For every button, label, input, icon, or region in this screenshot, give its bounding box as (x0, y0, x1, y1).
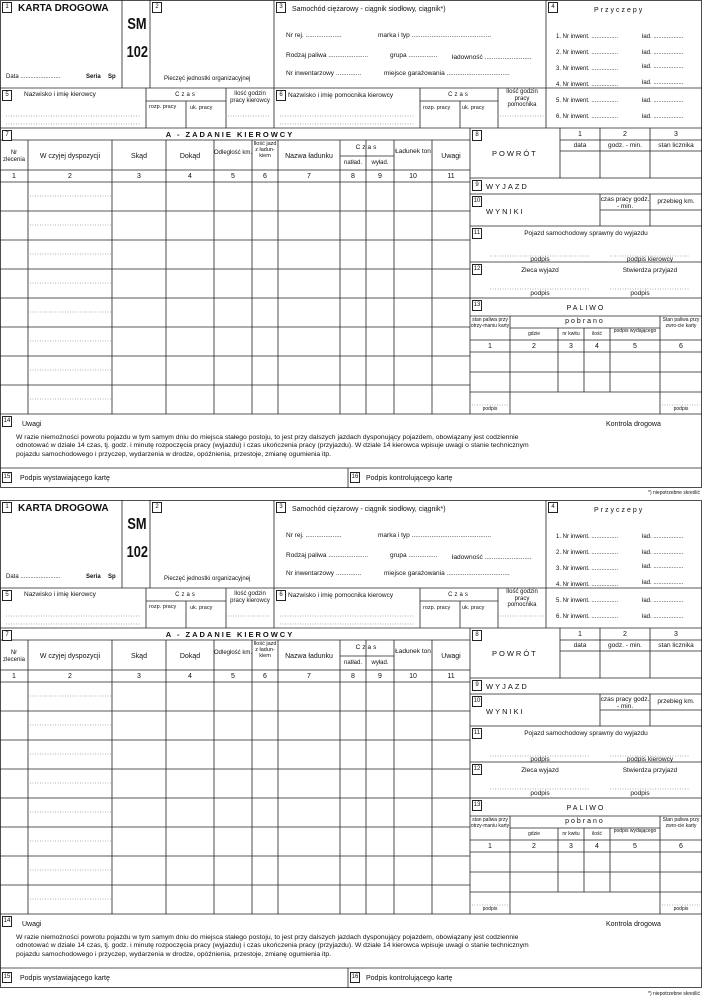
section-number: 13 (472, 800, 482, 811)
section-number: 9 (472, 180, 482, 191)
col-number: 7 (307, 673, 311, 680)
col-number: 2 (68, 673, 72, 680)
section-number: 11 (472, 728, 482, 739)
inventory-field[interactable]: Nr inwentarzowy .............. (286, 570, 362, 577)
trailer-inventory-field[interactable]: 1. Nr inwent. ................ (556, 34, 619, 40)
fuel-taken-label: pobrano (565, 318, 605, 325)
col-header: Dokąd (179, 153, 201, 160)
section-number: 8 (472, 630, 482, 641)
departure-label: WYJAZD (486, 182, 529, 191)
col-number: 3 (137, 173, 141, 180)
fuel-signature-label: podpis (673, 406, 689, 412)
return-col-head: data (573, 142, 587, 149)
trailer-inventory-field[interactable]: 2. Nr inwent. ................ (556, 550, 619, 556)
helper-name-label: Nazwisko i imię pomocnika kierowcy (288, 592, 394, 599)
end-work-label: uk. pracy (190, 605, 213, 611)
driver-name-label: Nazwisko i imię kierowcy (24, 91, 96, 98)
date-field[interactable]: Data ........................ (6, 74, 61, 80)
fuel-col-head: gdzie (528, 831, 540, 837)
remarks-label: Uwagi (22, 921, 42, 928)
inventory-field[interactable]: Nr inwentarzowy .............. (286, 70, 362, 77)
footnote: *) niepotrzebne skreślić (648, 490, 700, 496)
time-col-header: Czas (355, 644, 379, 651)
fuel-col-number: 3 (569, 843, 573, 850)
signature-label: podpis (530, 756, 550, 763)
return-col-number: 3 (674, 131, 678, 138)
reg-field[interactable]: Nr rej. .................... (286, 32, 342, 39)
form-code-number: 102 (126, 544, 148, 561)
end-work-label: uk. pracy (190, 105, 213, 111)
section-number: 13 (472, 300, 482, 311)
ordered-label: Zleca wyjazd (521, 767, 559, 774)
driver-signature-label: podpis kierowcy (626, 256, 674, 263)
fuel-col-head: nr kwitu (562, 831, 580, 837)
return-col-head: data (573, 642, 587, 649)
start-work-label: rozp. pracy (149, 604, 177, 610)
form-code-top: SM (127, 516, 147, 533)
signature-label: podpis (530, 290, 550, 297)
fuel-col-number: 4 (595, 843, 599, 850)
driver-hours-label: Ilość godzin pracy kierowcy (230, 91, 270, 104)
road-card-form-bottom (0, 500, 702, 988)
trailer-inventory-field[interactable]: 2. Nr inwent. ................ (556, 50, 619, 56)
section-number: 16 (350, 972, 360, 983)
helper-name-label: Nazwisko i imię pomocnika kierowcy (288, 92, 394, 99)
helper-hours-label: Ilość godzin pracy pomocnika (506, 89, 538, 109)
trailer-load-field[interactable]: ład. .................. (642, 34, 684, 40)
section-number: 6 (276, 590, 286, 601)
instructions-text: W razie niemożności powrotu pojazdu w tym samym dniu do miejsca stałego postoju, to jest przy dalszych jazdach dysponujący pojazdem, obowiązany jest codziennie odnotować w dziale 14 czas, tj. godz. i minutę rozpoczęcia pracy (wyjazdu) i czas ukończenia pracy (przyjazdu). W dziale 14 kierowca wpisuje uwagi o stanie technicznym pojazdu samochodowego i przyczep, wydarzenia w drodze, opóźnienia, przestoje, zmianę ogumienia itp. (16, 434, 529, 458)
stamp-label: Pieczęć jednostki organizacyjnej (164, 576, 251, 582)
mileage-label: przebieg km. (657, 698, 695, 705)
section-number: 5 (2, 90, 12, 101)
return-col-number: 1 (578, 631, 582, 638)
col-number: 11 (447, 173, 455, 180)
issuer-signature-label: Podpis wystawiającego kartę (20, 475, 110, 482)
fuel-col-number: 1 (488, 843, 492, 850)
col-header: Ilość jazd z ładun-kiem (253, 141, 277, 160)
col-header: Uwagi (441, 653, 461, 660)
col-header: Nr zlecenia (2, 650, 25, 663)
section-number: 2 (152, 502, 162, 513)
fuel-col-number: 5 (633, 843, 637, 850)
col-number: 1 (12, 173, 16, 180)
road-control-label: Kontrola drogowa (606, 921, 661, 928)
fuel-col-number: 4 (595, 343, 599, 350)
section-a-title: A - ZADANIE KIEROWCY (165, 630, 295, 639)
section-number: 4 (548, 2, 558, 13)
return-col-number: 2 (623, 631, 627, 638)
fuel-col-number: 2 (532, 343, 536, 350)
mileage-label: przebieg km. (657, 198, 695, 205)
section-number: 3 (276, 2, 286, 13)
work-time-label: czas pracy godz. - min. (600, 196, 650, 211)
section-number: 15 (2, 472, 12, 483)
series-label: Seria (86, 74, 101, 80)
trailer-inventory-field[interactable]: 5. Nr inwent. ................ (556, 598, 619, 604)
section-number: 8 (472, 130, 482, 141)
return-col-head: stan licznika (658, 642, 694, 649)
departure-label: WYJAZD (486, 682, 529, 691)
vehicle-ok-label: Pojazd samochodowy sprawny do wyjazdu (524, 230, 648, 237)
col-number: 7 (307, 173, 311, 180)
fuel-col-head: ilość (591, 831, 602, 837)
start-work-label: rozp. pracy (149, 104, 177, 110)
return-col-number: 2 (623, 131, 627, 138)
trailer-inventory-field[interactable]: 4. Nr inwent. ................ (556, 582, 619, 588)
form-title: KARTA DROGOWA (18, 3, 109, 14)
col-header: Nazwa ładunku (285, 153, 333, 160)
return-col-head: stan licznika (658, 142, 694, 149)
driver-signature-label: podpis kierowcy (626, 756, 674, 763)
section-number: 4 (548, 502, 558, 513)
helper-hours-label: Ilość godzin pracy pomocnika (506, 589, 538, 609)
helper-time-label: Czas (448, 592, 470, 598)
time-label: Czas (175, 592, 197, 598)
col-header: W czyjej dyspozycji (39, 153, 101, 160)
return-col-head: godz. - min. (608, 642, 642, 649)
road-card-form-top (0, 0, 702, 488)
instructions-text: W razie niemożności powrotu pojazdu w tym samym dniu do miejsca stałego postoju, to jest przy dalszych jazdach dysponujący pojazdem, obowiązany jest codziennie odnotować w dziale 14 czas, tj. godz. i minutę rozpoczęcia pracy (wyjazdu) i czas ukończenia pracy (przyjazdu). W dziale 14 kierowca wpisuje uwagi o stanie technicznym pojazdu samochodowego i przyczep, wydarzenia w drodze, opóźnienia, przestoje, zmianę ogumienia itp. (16, 934, 529, 958)
return-col-number: 3 (674, 631, 678, 638)
fuel-type-field[interactable]: Rodzaj paliwa ...................... (286, 552, 369, 559)
section-number: 14 (2, 416, 12, 427)
section-a-title: A - ZADANIE KIEROWCY (165, 130, 295, 139)
signature-label: podpis (630, 290, 650, 297)
time-col-header: Czas (355, 144, 379, 151)
trailer-load-field[interactable]: ład. .................. (642, 98, 684, 104)
trailer-inventory-field[interactable]: 3. Nr inwent. ................ (556, 66, 619, 72)
section-number: 1 (2, 502, 12, 513)
helper-start-label: rozp. pracy (423, 105, 451, 111)
helper-start-label: rozp. pracy (423, 605, 451, 611)
section-number: 6 (276, 90, 286, 101)
form-title: KARTA DROGOWA (18, 503, 109, 514)
section-number: 5 (2, 590, 12, 601)
col-number: 3 (137, 673, 141, 680)
time-label: Czas (175, 92, 197, 98)
fuel-col-number: 5 (633, 343, 637, 350)
trailer-load-field[interactable]: ład. .................. (642, 598, 684, 604)
trailer-inventory-field[interactable]: 1. Nr inwent. ................ (556, 534, 619, 540)
col-header: Dokąd (179, 653, 201, 660)
section-number: 12 (472, 764, 482, 775)
section-number: 14 (2, 916, 12, 927)
col-number: 8 (351, 173, 355, 180)
make-field[interactable]: marka i typ ............................................ (378, 532, 492, 539)
capacity-field[interactable]: ładowność .......................... (452, 54, 532, 61)
trailer-load-field[interactable]: ład. .................. (642, 564, 684, 570)
section-number: 16 (350, 472, 360, 483)
section-number: 12 (472, 264, 482, 275)
fuel-col-head: gdzie (528, 331, 540, 337)
col-number: 9 (378, 173, 382, 180)
col-number: 1 (12, 673, 16, 680)
series-label: Seria (86, 574, 101, 580)
return-col-head: godz. - min. (608, 142, 642, 149)
fuel-signature-label: podpis (482, 406, 498, 412)
series-value: Sp (108, 574, 116, 580)
section-number: 15 (2, 972, 12, 983)
controller-signature-label: Podpis kontrolującego kartę (366, 975, 453, 982)
col-number: 9 (378, 673, 382, 680)
return-label: POWRÓT (492, 649, 538, 658)
section-number: 11 (472, 228, 482, 239)
col-number: 8 (351, 673, 355, 680)
section-number: 7 (2, 130, 12, 141)
fuel-end-label: Stan paliwa przy zwro-cie karty (662, 317, 700, 329)
group-field[interactable]: grupa ................ (390, 52, 438, 59)
col-number: 4 (188, 173, 192, 180)
fuel-start-label: stan paliwa przy otrzy-maniu karty (470, 817, 510, 829)
form-code-number: 102 (126, 44, 148, 61)
col-header: Uwagi (441, 153, 461, 160)
trailers-title: Przyczepy (594, 7, 645, 14)
accepted-label: Stwierdza przyjazd (622, 267, 678, 274)
section-number: 1 (2, 2, 12, 13)
col-header: Nr zlecenia (2, 150, 25, 163)
return-col-number: 1 (578, 131, 582, 138)
trailer-load-field[interactable]: ład. .................. (642, 614, 684, 620)
vehicle-ok-label: Pojazd samochodowy sprawny do wyjazdu (524, 730, 648, 737)
fuel-col-head: podpis wydającego (613, 828, 657, 834)
capacity-field[interactable]: ładowność .......................... (452, 554, 532, 561)
fuel-col-number: 1 (488, 343, 492, 350)
accepted-label: Stwierdza przyjazd (622, 767, 678, 774)
trailer-inventory-field[interactable]: 5. Nr inwent. ................ (556, 98, 619, 104)
col-header: Odległość km. (214, 150, 253, 156)
form-code-top: SM (127, 16, 147, 33)
trailer-load-field[interactable]: ład. .................. (642, 114, 684, 120)
issuer-signature-label: Podpis wystawiającego kartę (20, 975, 110, 982)
work-time-label: czas pracy godz. - min. (600, 696, 650, 711)
trailer-load-field[interactable]: ład. .................. (642, 80, 684, 86)
col-number: 11 (447, 673, 455, 680)
helper-end-label: uk. pracy (462, 105, 485, 111)
trailer-load-field[interactable]: ład. .................. (642, 50, 684, 56)
fuel-signature-label: podpis (482, 906, 498, 912)
section-number: 10 (472, 696, 482, 707)
col-header: Nazwa ładunku (285, 653, 333, 660)
results-label: WYNIKI (486, 707, 525, 716)
fuel-end-label: Stan paliwa przy zwro-cie karty (662, 817, 700, 829)
fuel-col-number: 6 (679, 343, 683, 350)
section-number: 2 (152, 2, 162, 13)
trailer-load-field[interactable]: ład. .................. (642, 550, 684, 556)
vehicle-title: Samochód ciężarowy - ciągnik siodłowy, ciągnik*) (292, 6, 446, 13)
fuel-signature-label: podpis (673, 906, 689, 912)
signature-label: podpis (630, 790, 650, 797)
col-number: 4 (188, 673, 192, 680)
signature-label: podpis (530, 790, 550, 797)
col-header: wyład. (371, 660, 389, 666)
fuel-col-head: ilość (591, 331, 602, 337)
road-control-label: Kontrola drogowa (606, 421, 661, 428)
helper-end-label: uk. pracy (462, 605, 485, 611)
col-header: Odległość km. (214, 650, 253, 656)
fuel-col-number: 3 (569, 343, 573, 350)
controller-signature-label: Podpis kontrolującego kartę (366, 475, 453, 482)
col-header: Skąd (131, 153, 147, 160)
series-value: Sp (108, 74, 116, 80)
col-header: natład. (343, 160, 362, 166)
fuel-col-number: 2 (532, 843, 536, 850)
col-number: 6 (263, 673, 267, 680)
col-number: 6 (263, 173, 267, 180)
driver-hours-label: Ilość godzin pracy kierowcy (230, 591, 270, 604)
reg-field[interactable]: Nr rej. .................... (286, 532, 342, 539)
col-number: 5 (231, 173, 235, 180)
col-header: natład. (343, 660, 362, 666)
col-header: wyład. (371, 160, 389, 166)
trailers-title: Przyczepy (594, 507, 645, 514)
fuel-title: PALIWO (566, 305, 606, 312)
remarks-label: Uwagi (22, 421, 42, 428)
fuel-title: PALIWO (566, 805, 606, 812)
ordered-label: Zleca wyjazd (521, 267, 559, 274)
driver-name-label: Nazwisko i imię kierowcy (24, 591, 96, 598)
col-header: Ilość jazd z ładun-kiem (253, 641, 277, 660)
helper-time-label: Czas (448, 92, 470, 98)
stamp-label: Pieczęć jednostki organizacyjnej (164, 76, 251, 82)
garage-field[interactable]: miejsce garażowania ................................... (384, 70, 510, 77)
signature-label: podpis (530, 256, 550, 263)
fuel-col-head: nr kwitu (562, 331, 580, 337)
section-number: 10 (472, 196, 482, 207)
section-number: 7 (2, 630, 12, 641)
group-field[interactable]: grupa ................ (390, 552, 438, 559)
col-header: W czyjej dyspozycji (39, 653, 101, 660)
trailer-inventory-field[interactable]: 6. Nr inwent. ................ (556, 614, 619, 620)
fuel-taken-label: pobrano (565, 818, 605, 825)
trailer-load-field[interactable]: ład. .................. (642, 64, 684, 70)
fuel-start-label: stan paliwa przy otrzy-maniu karty (470, 317, 510, 329)
results-label: WYNIKI (486, 207, 525, 216)
section-number: 3 (276, 502, 286, 513)
section-number: 9 (472, 680, 482, 691)
fuel-type-field[interactable]: Rodzaj paliwa ...................... (286, 52, 369, 59)
trailer-inventory-field[interactable]: 6. Nr inwent. ................ (556, 114, 619, 120)
col-number: 5 (231, 673, 235, 680)
fuel-col-head: podpis wydającego (613, 328, 657, 334)
trailer-load-field[interactable]: ład. .................. (642, 580, 684, 586)
make-field[interactable]: marka i typ ............................................ (378, 32, 492, 39)
trailer-inventory-field[interactable]: 4. Nr inwent. ................ (556, 82, 619, 88)
col-header: Skąd (131, 653, 147, 660)
col-number: 2 (68, 173, 72, 180)
col-number: 10 (409, 673, 417, 680)
vehicle-title: Samochód ciężarowy - ciągnik siodłowy, ciągnik*) (292, 506, 446, 513)
col-number: 10 (409, 173, 417, 180)
col-header: Ładunek ton (395, 148, 431, 155)
footnote: *) niepotrzebne skreślić (648, 991, 700, 997)
fuel-col-number: 6 (679, 843, 683, 850)
col-header: Ładunek ton (395, 648, 431, 655)
return-label: POWRÓT (492, 149, 538, 158)
date-field[interactable]: Data ........................ (6, 574, 61, 580)
trailer-inventory-field[interactable]: 3. Nr inwent. ................ (556, 566, 619, 572)
trailer-load-field[interactable]: ład. .................. (642, 534, 684, 540)
garage-field[interactable]: miejsce garażowania ................................... (384, 570, 510, 577)
